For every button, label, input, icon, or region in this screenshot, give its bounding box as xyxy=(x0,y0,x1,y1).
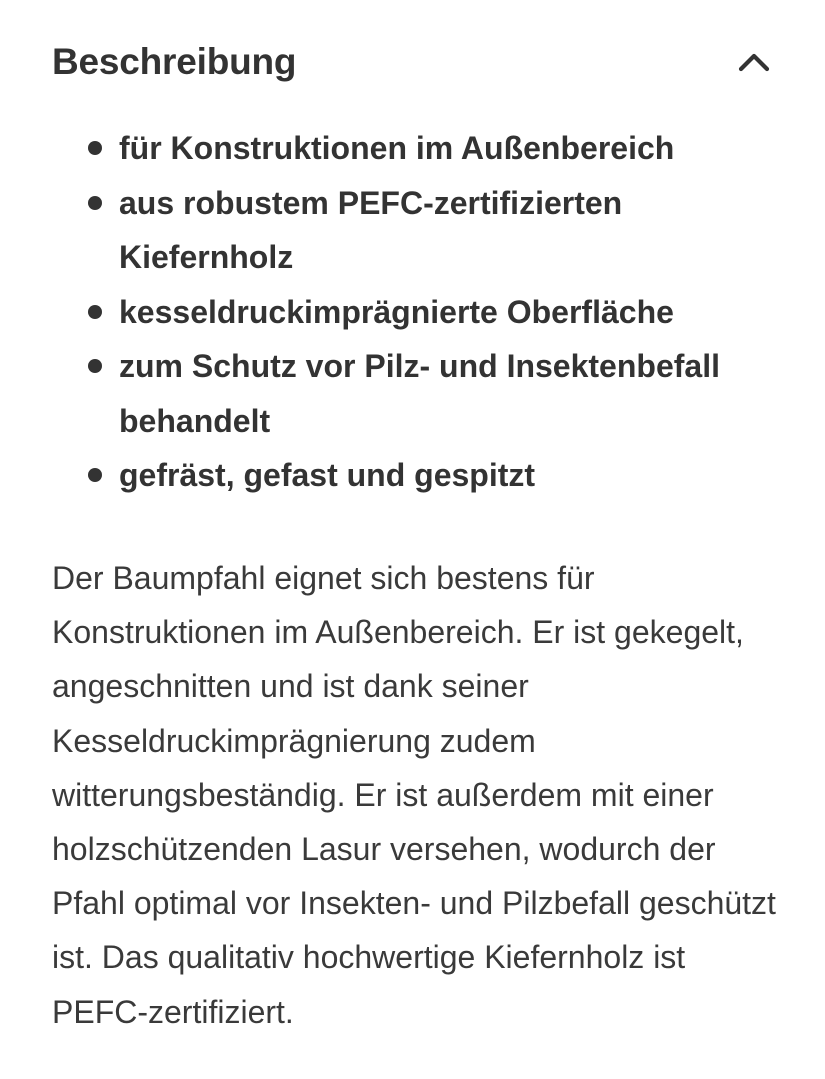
feature-text: für Konstruktionen im Außenbereich xyxy=(119,130,675,166)
feature-list-item xyxy=(0,448,825,503)
bullet-icon xyxy=(88,468,102,482)
feature-list xyxy=(0,121,825,503)
feature-text: zum Schutz vor Pilz- und Insektenbefall behandelt xyxy=(119,348,720,439)
feature-text: aus robustem PEFC-zertifizierten Kiefernholz xyxy=(119,184,623,275)
chevron-up-icon[interactable] xyxy=(734,42,774,82)
feature-text: gefräst, gefast und gespitzt xyxy=(119,457,536,493)
accordion-header[interactable] xyxy=(52,32,772,92)
feature-list-item xyxy=(0,121,825,176)
bullet-icon xyxy=(88,141,102,155)
feature-list-item xyxy=(0,176,825,285)
feature-text: kesseldruckimprägnierte Oberfläche xyxy=(119,293,674,330)
description-text: Der Baumpfahl eignet sich bestens für Konstruktionen im Außenbereich. Er ist gekegelt, angeschnitten und ist dank seiner Kesseldruckimprägnierung zudem witterungsbeständig. Er ist außerdem mit einer holzschützenden Lasur versehen, wodurch der Pfahl optimal vor Insekten- und Pilzbefall geschützt ist. Das qualitativ hochwertige Kiefernholz ist PEFC-zertifiziert. xyxy=(52,560,776,1030)
bullet-icon xyxy=(88,196,102,210)
bullet-icon xyxy=(88,359,102,373)
feature-list-item xyxy=(0,339,825,448)
section-title: Beschreibung xyxy=(52,41,297,82)
feature-list-item xyxy=(0,285,825,340)
bullet-icon xyxy=(88,305,102,319)
